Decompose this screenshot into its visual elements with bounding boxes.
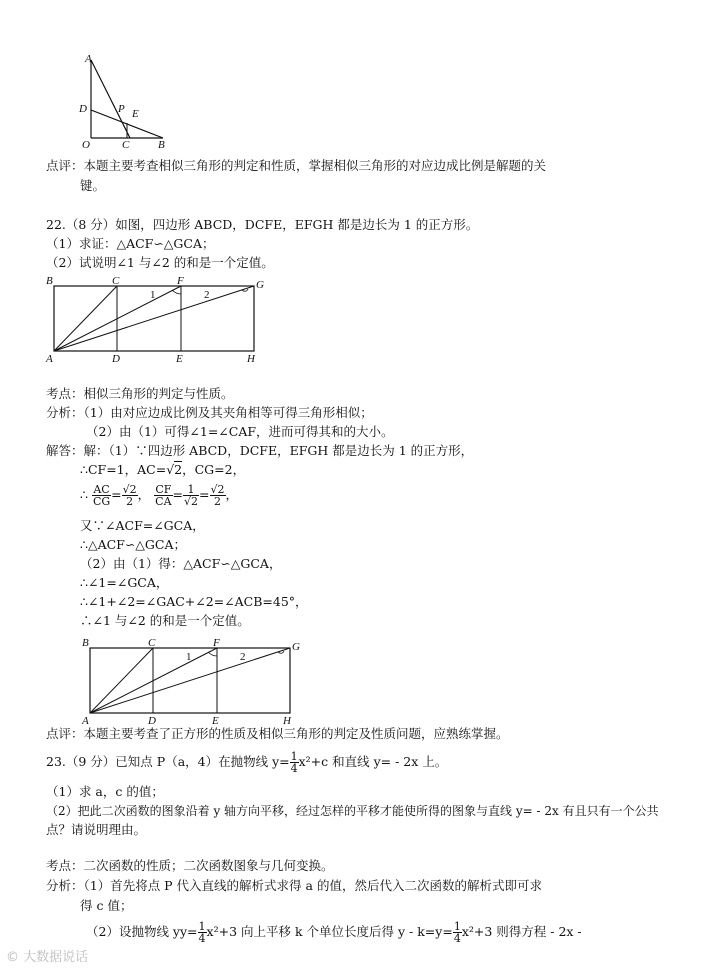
ratio-frac-3: $\frac{CF}{CA}$ <box>155 483 172 508</box>
jieda2-a: ∴CF=1，AC= <box>80 462 167 477</box>
fig3-angle-2: 2 <box>240 651 246 663</box>
jieda2-b: ，CG=2， <box>182 462 246 477</box>
q22-line-sim: ∴△ACF∽△GCA； <box>80 537 186 552</box>
label-O: O <box>82 139 90 151</box>
q23-fenxi3: （2）设抛物线 yy= $\frac{1}{4}$ x²+3 向上平移 k 个单位长度后得 y - k=y= $\frac{1}{4}$ x²+3 则得方程 - 2x - <box>86 920 582 945</box>
ratio-therefore: ∴ <box>80 487 88 502</box>
q22-jieda2 <box>80 462 245 478</box>
ratio-frac-2: $\frac{√2}{2}$ <box>122 483 137 508</box>
q23-fenxi1: 分析：（1）首先将点 P 代入直线的解析式求得 a 的值，然后代入二次函数的解析式即可求 <box>46 878 542 893</box>
label-A: A <box>85 53 92 65</box>
ratio-frac-4: $\frac{1}{√2}$ <box>184 483 199 508</box>
label-D: D <box>79 103 87 115</box>
q22-dianping: 点评：本题主要考查了正方形的性质及相似三角形的判定及性质问题，应熟练掌握。 <box>46 726 509 741</box>
q23-kaodian: 考点：二次函数的性质；二次函数图象与几何变换。 <box>46 858 334 873</box>
q23-header: 23.（9 分）已知点 P（a，4）在抛物线 y= $\frac{1}{4}$ x²+c 和直线 y= - 2x 上。 <box>46 750 448 775</box>
q22-line-jiao: 又∵∠ACF=∠GCA， <box>80 518 205 533</box>
fenxi3-frac-1: $\frac{1}{4}$ <box>198 920 206 945</box>
figure-squares-1 <box>44 272 264 364</box>
fig3-label-C: C <box>148 637 156 649</box>
fig2-label-H: H <box>247 353 255 365</box>
fig2-label-E: E <box>176 353 183 365</box>
q22-fenxi1: 分析：（1）由对应边成比例及其夹角相等可得三角形相似； <box>46 405 373 420</box>
fig3-angle-1: 1 <box>186 651 192 663</box>
figure-triangle <box>70 50 180 150</box>
q22-line-p2a: （2）由（1）得：△ACF∽△GCA， <box>80 556 282 571</box>
q22-kaodian: 考点：相似三角形的判定与性质。 <box>46 386 234 401</box>
q22-part2: （2）试说明∠1 与∠2 的和是一个定值。 <box>46 255 274 270</box>
fig2-label-C: C <box>112 275 120 287</box>
fig2-angle-2: 2 <box>204 289 210 301</box>
q21-comment-line2: 键。 <box>80 178 106 193</box>
sqrt-radicand: 2 <box>174 462 183 477</box>
q23-part2a: （2）把此二次函数的图象沿着 y 轴方向平移，经过怎样的平移才能使所得的图象与直线 y= - 2x 有且只有一个公共 <box>46 804 659 818</box>
fig3-label-B: B <box>82 637 89 649</box>
fig3-label-D: D <box>148 715 156 727</box>
fig2-label-B: B <box>46 275 53 287</box>
q23-frac: $\frac{1}{4}$ <box>290 750 298 775</box>
fig3-label-H: H <box>283 715 291 727</box>
fig2-label-D: D <box>112 353 120 365</box>
q22-line-p2d: ∴∠1 与∠2 的和是一个定值。 <box>80 613 250 628</box>
q23-part2b: 点？请说明理由。 <box>46 822 147 837</box>
label-B: B <box>158 139 165 151</box>
label-E: E <box>132 108 139 120</box>
fig2-angle-1: 1 <box>150 289 156 301</box>
q23-fenxi2: 得 c 值； <box>80 898 133 913</box>
q22-fenxi2: （2）由（1）可得∠1=∠CAF，进而可得其和的大小。 <box>86 424 394 439</box>
fig3-label-F: F <box>213 637 220 649</box>
sqrt-sign: √ <box>166 462 175 477</box>
fig2-label-A: A <box>46 353 53 365</box>
fig3-label-G: G <box>292 641 300 653</box>
q22-jieda1: 解答：解：（1）∵四边形 ABCD，DCFE，EFGH 都是边长为 1 的正方形， <box>46 443 474 458</box>
label-P: P <box>118 103 125 115</box>
fig2-label-G: G <box>256 279 264 291</box>
ratio-frac-5: $\frac{√2}{2}$ <box>210 483 225 508</box>
q23-part1: （1）求 a，c 的值； <box>46 784 164 799</box>
q22-header: 22.（8 分）如图，四边形 ABCD，DCFE，EFGH 都是边长为 1 的正方形。 <box>46 217 479 232</box>
q22-part1: （1）求证：△ACF∽△GCA； <box>46 236 215 251</box>
fig3-label-A: A <box>82 715 89 727</box>
watermark: © 大数据说话 <box>6 950 89 965</box>
fig2-label-F: F <box>177 275 184 287</box>
q21-comment-line1: 点评：本题主要考查相似三角形的判定和性质，掌握相似三角形的对应边成比例是解题的关 <box>46 158 547 173</box>
fig3-label-E: E <box>212 715 219 727</box>
ratio-frac-1: $\frac{AC}{CG}$ <box>92 483 111 508</box>
fenxi3-frac-2: $\frac{1}{4}$ <box>453 920 461 945</box>
figure-squares-2 <box>80 634 300 726</box>
label-C: C <box>122 139 130 151</box>
q22-line-p2b: ∴∠1=∠GCA， <box>80 575 169 590</box>
q22-line-p2c: ∴∠1+∠2=∠GAC+∠2=∠ACB=45°， <box>80 594 308 609</box>
q22-ratio-line: ∴ $\frac{AC}{CG}$ = $\frac{√2}{2}$ ， $\frac{CF}{CA}$ = $\frac{1}{√2}$ = $\frac{√2}{2}$ ， <box>80 483 239 508</box>
